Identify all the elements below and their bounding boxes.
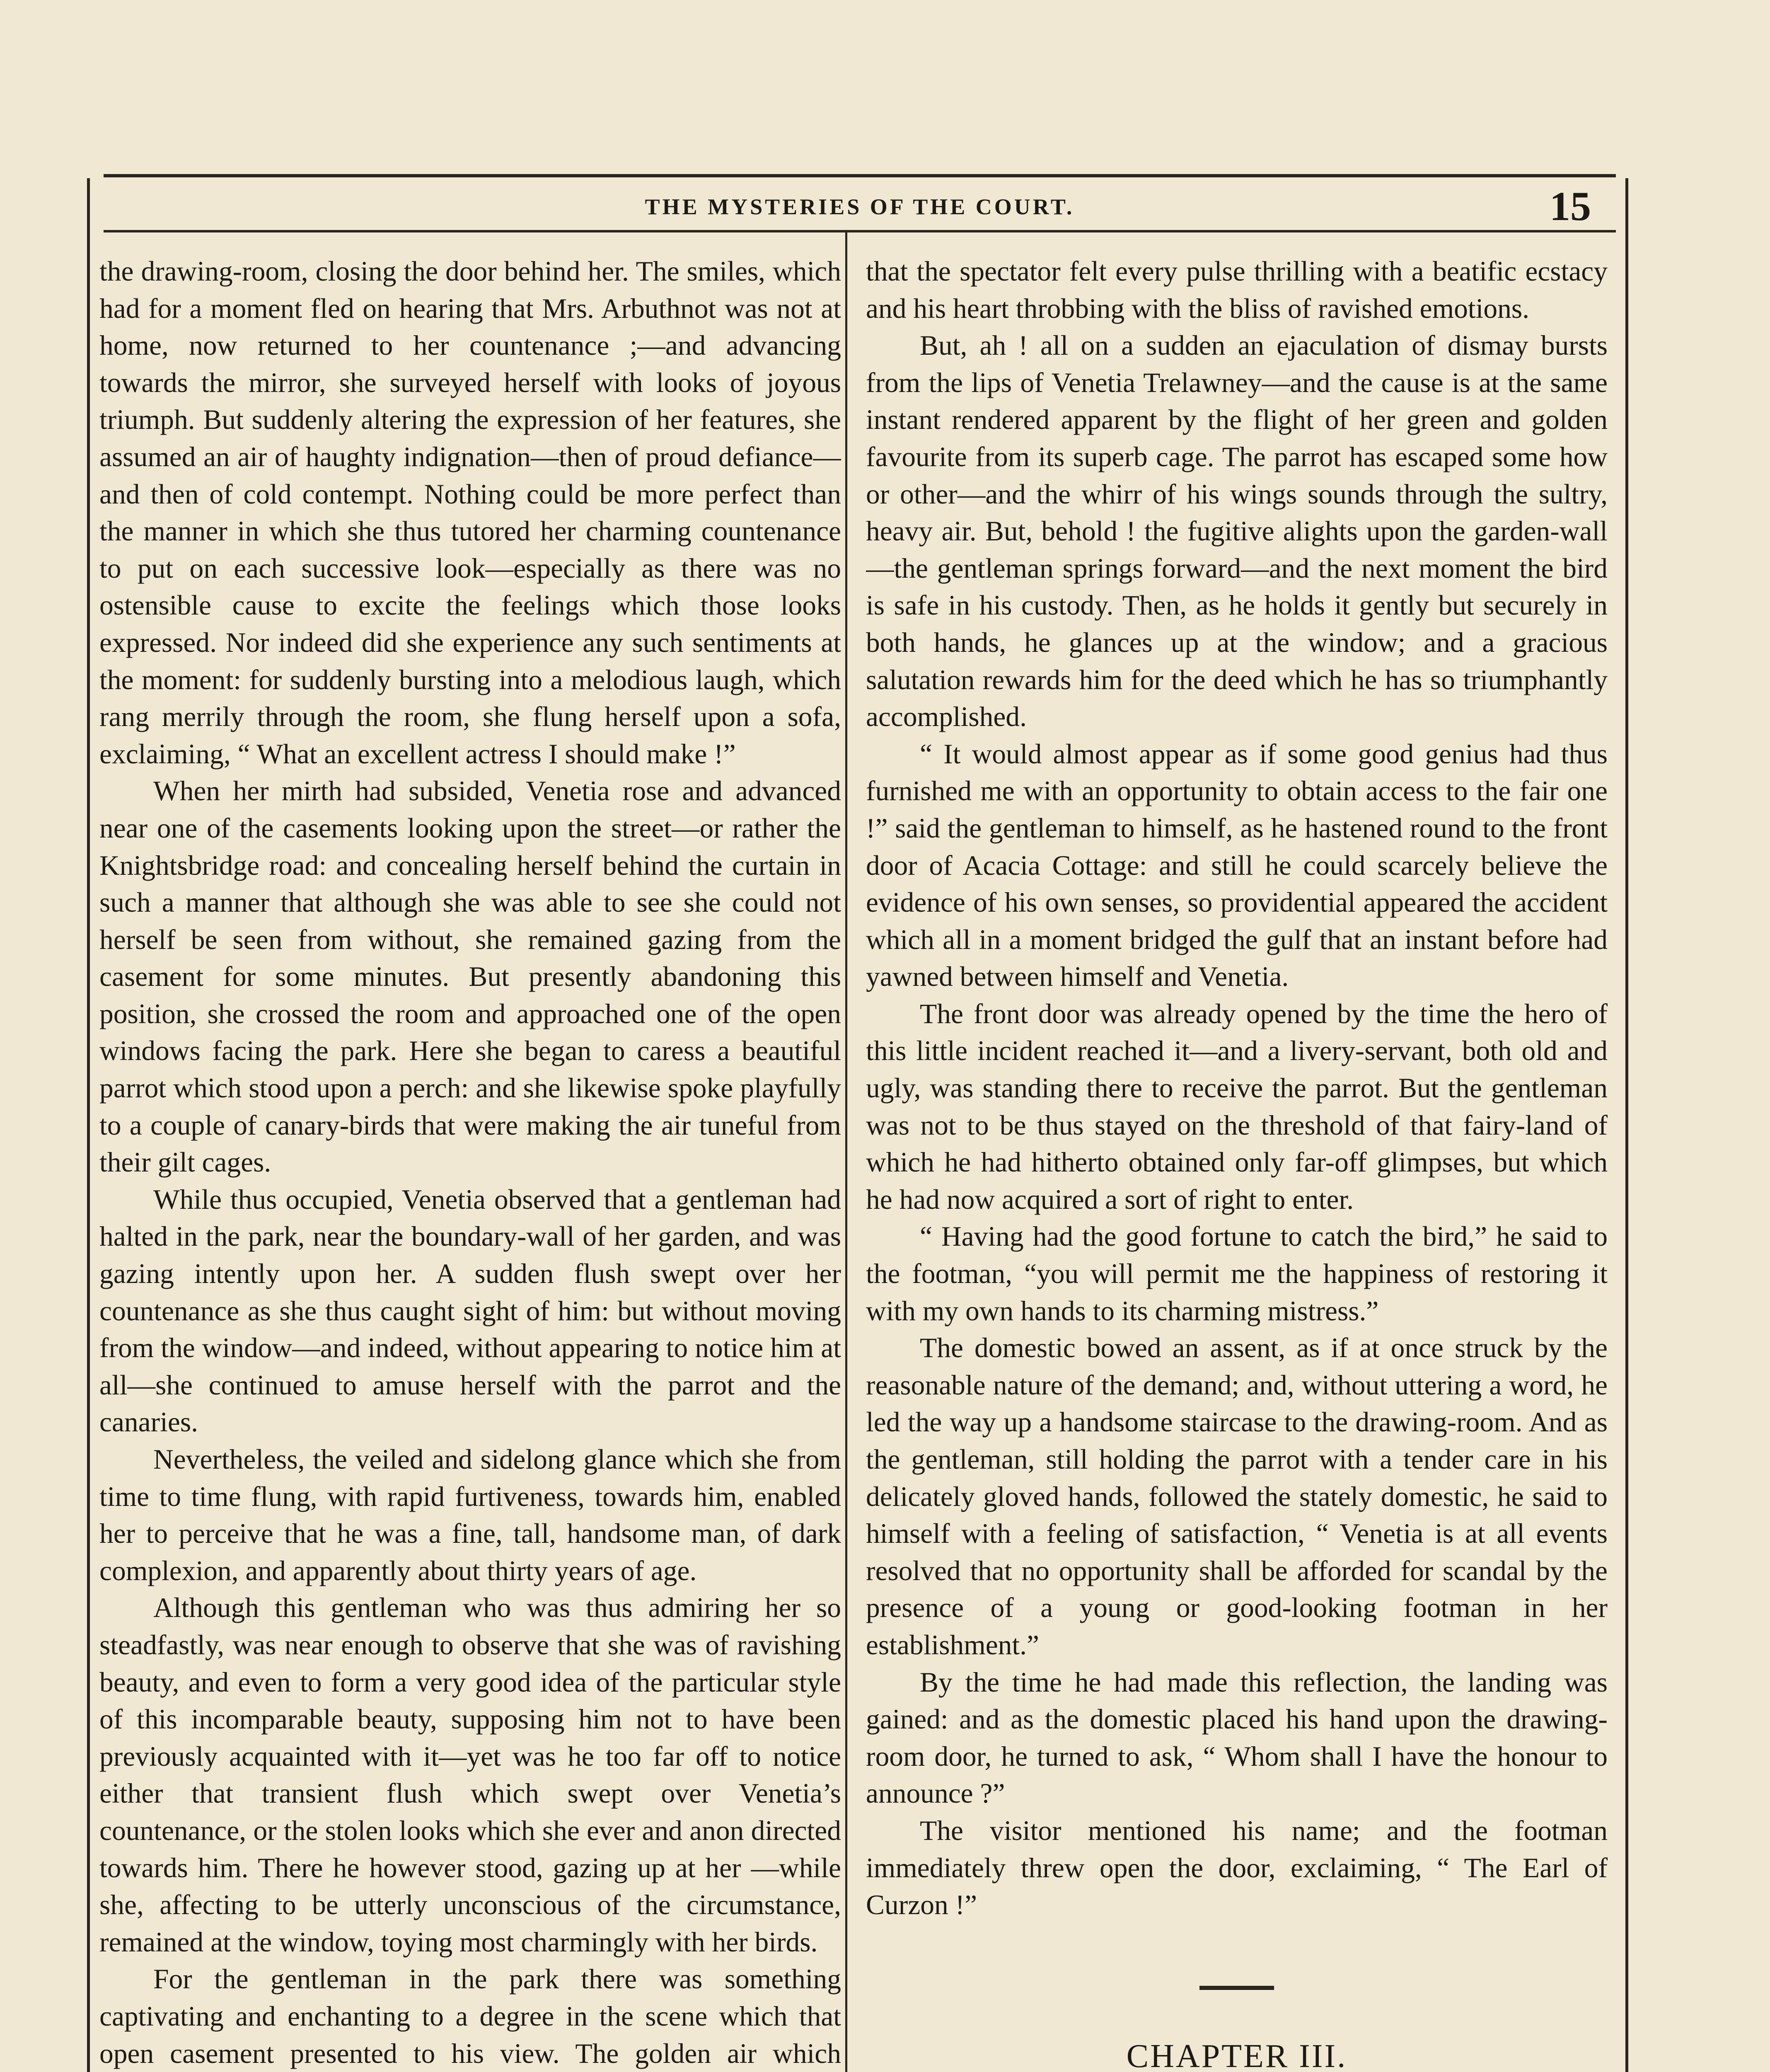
chapter-divider-rule xyxy=(1199,1986,1274,1990)
paragraph: By the time he had made this reflection, the landing was gained: and as the domestic placed his hand upon the drawing-room door, he turned to ask, “ Whom shall I have the honour to announce ?” xyxy=(866,1666,1608,1809)
paragraph: Although this gentleman who was thus admiring her so steadfastly, was near enough to observe that she was of ravishing beauty, and even to form a very good idea of the particular style of this incomparable beauty, supposing him not to have been previously acquainted with it—yet was he too far off to notice either that transient flush which swept over Venetia’s countenance, or the stolen looks which she ever and anon directed towards him. There he however stood, gazing up at her —while she, affecting to be utterly unconscious of the circumstance, remained at the window, toying most charmingly with her birds. xyxy=(99,1592,841,1958)
paragraph: The front door was already opened by the time the hero of this little incident reached it—and a livery-servant, both old and ugly, was standing there to receive the parrot. But the gentleman was not to be thus stayed on the threshold of that fairy-land of which he had hitherto obtained only far-off glimpses, but which he had now acquired a sort of right to enter. xyxy=(866,998,1608,1215)
right-column xyxy=(866,253,1608,2072)
paragraph: Nevertheless, the veiled and sidelong glance which she from time to time flung, with rapid furtiveness, towards him, enabled her to perceive that he was a fine, tall, handsome man, of dark complexion, and apparently about thirty years of age. xyxy=(99,1444,841,1586)
paragraph: “ It would almost appear as if some good genius had thus furnished me with an opportunity to obtain access to the fair one !” said the gentleman to himself, as he hastened round to the front door of Acacia Cottage: and still he could scarcely believe the evidence of his own senses, so providential appeared the accident which all in a moment bridged the gulf that an instant before had yawned between himself and Venetia. xyxy=(866,738,1608,992)
paragraph: The visitor mentioned his name; and the footman immediately threw open the door, exclaiming, “ The Earl of Curzon !” xyxy=(866,1815,1608,1921)
paragraph: “ Having had the good fortune to catch the bird,” he said to the footman, “you will permit me the happiness of restoring it with my own hands to its charming mistress.” xyxy=(866,1221,1608,1326)
column-divider xyxy=(845,232,847,2072)
running-title: THE MYSTERIES OF THE COURT. xyxy=(645,194,1075,219)
top-rule xyxy=(104,174,1616,177)
paragraph: the drawing-room, closing the door behind her. The smiles, which had for a moment fled on hearing that Mrs. Arbuthnot was not at home, now returned to her countenance ;—and advancing towards the mirror, she surveyed herself with looks of joyous triumph. But suddenly altering the expression of her features, she assumed an air of haughty indignation—then of proud defiance—and then of cold contempt. Nothing could be more perfect than the manner in which she thus tutored her charming countenance to put on each successive look—especially as there was no ostensible cause to excite the feelings which those looks expressed. Nor indeed did she experience any such sentiments at the moment: for suddenly bursting into a melodious laugh, which rang merrily through the room, she flung herself upon a sofa, exclaiming, “ What an excellent actress I should make !” xyxy=(99,256,841,770)
page-number: 15 xyxy=(1550,183,1591,229)
paragraph: When her mirth had subsided, Venetia rose and advanced near one of the casements looking upon the street—or rather the Knightsbridge road: and concealing herself behind the curtain in such a manner that although she was able to see she could not herself be seen from without, she remained gazing from the casement for some minutes. But presently abandoning this position, she crossed the room and approached one of the open windows facing the park. Here she began to caress a beautiful parrot which stood upon a perch: and she likewise spoke playfully to a couple of canary-birds that were making the air tuneful from their gilt cages. xyxy=(99,775,841,1178)
paragraph: The domestic bowed an assent, as if at once struck by the reasonable nature of the demand; and, without uttering a word, he led the way up a handsome staircase to the drawing-room. And as the gentleman, still holding the parrot with a tender care in his delicately gloved hands, followed the stately domestic, he said to himself with a feeling of satisfaction, “ Venetia is at all events resolved that no opportunity shall be afforded for scandal by the presence of a young or good-looking footman in her establishment.” xyxy=(866,1332,1608,1661)
chapter-title: CHAPTER III. xyxy=(1126,2038,1347,2072)
paragraph: For the gentleman in the park there was something captivating and enchanting to a degree in the scene which that open casement presented to his view. The golden air which xyxy=(99,1963,841,2069)
paragraph: But, ah ! all on a sudden an ejaculation of dismay bursts from the lips of Venetia Trelawney—and the cause is at the same instant rendered apparent by the flight of her green and golden favourite from its superb cage. The parrot has escaped some how or other—and the whirr of his wings sounds through the sultry, heavy air. But, behold ! the fugitive alights upon the garden-wall —the gentleman springs forward—and the next moment the bird is safe in his custody. Then, as he holds it gently but securely in both hands, he glances up at the window; and a gracious salutation rewards him for the deed which he has so triumphantly accomplished. xyxy=(866,330,1608,733)
paragraph: While thus occupied, Venetia observed that a gentleman had halted in the park, near the boundary-wall of her garden, and was gazing intently upon her. A sudden flush swept over her countenance as she thus caught sight of him: but without moving from the window—and indeed, without appearing to notice him at all—she continued to amuse herself with the parrot and the canaries. xyxy=(99,1184,841,1438)
page-header xyxy=(104,182,1616,232)
paragraph: that the spectator felt every pulse thrilling with a beatific ecstacy and his heart throbbing with the bliss of ravished emotions. xyxy=(866,256,1608,324)
left-column xyxy=(99,253,841,2072)
